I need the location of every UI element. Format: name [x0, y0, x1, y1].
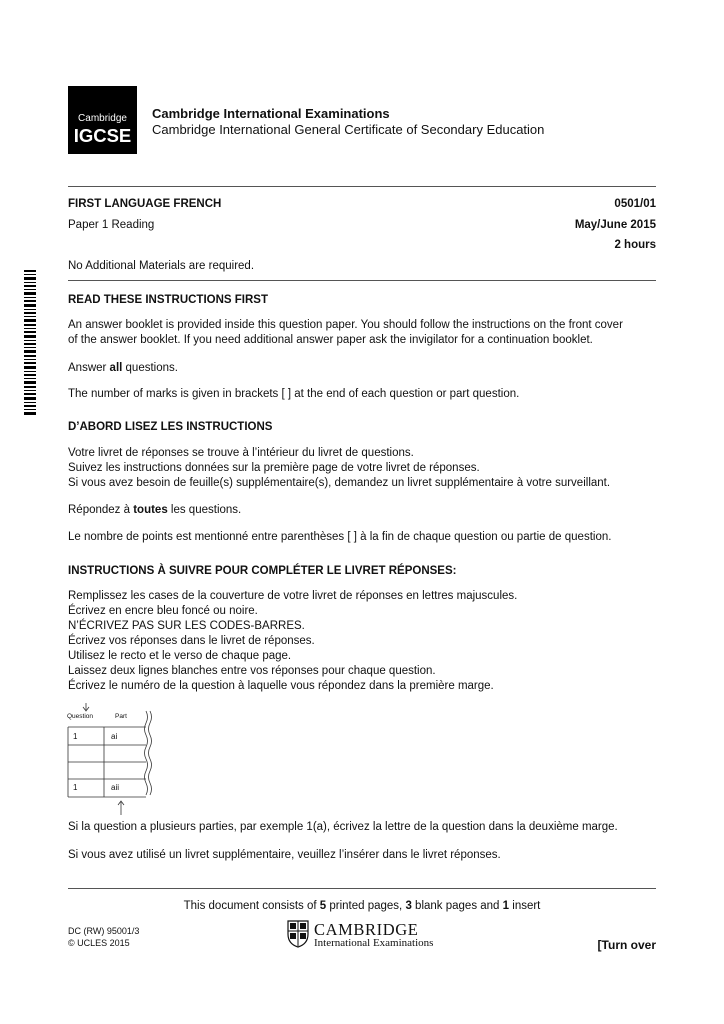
col-part-label: Part	[115, 713, 127, 720]
text-line: Si vous avez utilisé un livret supplémentaire, veuillez l’insérer dans le livret réponses.	[68, 849, 501, 861]
logo-line-2: IGCSE	[73, 125, 132, 146]
text-line: Suivez les instructions données sur la première page de votre livret de réponses.	[68, 462, 480, 474]
text-line: Écrivez le numéro de la question à laquelle vous répondez dans la première marge.	[68, 680, 494, 692]
divider	[68, 186, 656, 187]
instructions-en-p2	[68, 361, 668, 376]
instructions-booklet-title: INSTRUCTIONS À SUIVRE POUR COMPLÉTER LE LIVRET RÉPONSES:	[68, 565, 457, 577]
instructions-booklet-list	[68, 589, 668, 694]
syllabus-code: 0501/01	[614, 198, 656, 210]
row2-question: 1	[73, 783, 78, 792]
cambridge-wordmark: CAMBRIDGE	[314, 920, 419, 939]
text-line: Laissez deux lignes blanches entre vos réponses pour chaque question.	[68, 665, 436, 677]
materials-note: No Additional Materials are required.	[68, 260, 255, 272]
instructions-en-p1	[68, 318, 668, 348]
row1-question: 1	[73, 732, 78, 741]
text-line: An answer booklet is provided inside this question paper. You should follow the instructions on the front cover	[68, 319, 623, 331]
copyright: © UCLES 2015	[68, 938, 130, 948]
instructions-en-p3	[68, 387, 668, 402]
text-bold: all	[109, 362, 123, 374]
row1-part: ai	[111, 732, 118, 741]
instructions-fr-p3	[68, 530, 668, 545]
text-line: of the answer booklet. If you need additional answer paper ask the invigilator for a continuation booklet.	[68, 334, 593, 346]
qualification-name: Cambridge International General Certificate of Secondary Education	[152, 122, 545, 137]
instructions-fr-p2	[68, 503, 668, 518]
text-line: Le nombre de points est mentionné entre parenthèses [ ] à la fin de chaque question ou partie de question.	[68, 531, 612, 543]
document-reference: DC (RW) 95001/3	[68, 926, 140, 936]
instructions-fr-title: D’ABORD LISEZ LES INSTRUCTIONS	[68, 421, 273, 433]
printed-count: 5	[319, 900, 327, 912]
text-span: insert	[509, 900, 541, 912]
cambridge-subtitle: International Examinations	[314, 937, 434, 949]
subject-title: FIRST LANGUAGE FRENCH	[68, 198, 222, 210]
exam-duration: 2 hours	[614, 239, 656, 251]
insert-count: 1	[502, 900, 510, 912]
text-span: les questions.	[167, 504, 242, 516]
text-span: Répondez à	[68, 504, 134, 516]
blank-count: 3	[405, 900, 412, 912]
text-bold: toutes	[133, 504, 168, 516]
text-line: Écrivez vos réponses dans le livret de réponses.	[68, 635, 315, 647]
text-line: Votre livret de réponses se trouve à l’intérieur du livret de questions.	[68, 447, 414, 459]
turn-over-label: [Turn over	[597, 938, 656, 952]
page-count-note	[0, 899, 724, 914]
text-span: Answer	[68, 362, 110, 374]
extra-booklet-note	[68, 848, 668, 863]
col-question-label: Question	[67, 713, 94, 720]
text-line: Remplissez les cases de la couverture de votre livret de réponses en lettres majuscules.	[68, 590, 518, 602]
divider	[68, 888, 656, 889]
cambridge-shield-icon	[287, 920, 309, 948]
text-span: blank pages and	[411, 900, 503, 912]
text-line: Écrivez en encre bleu foncé ou noire.	[68, 605, 258, 617]
answer-margin-diagram	[66, 703, 156, 815]
text-span: questions.	[122, 362, 178, 374]
text-line: Utilisez le recto et le verso de chaque page.	[68, 650, 292, 662]
candidate-barcode	[24, 270, 36, 415]
text-span: This document consists of	[183, 900, 320, 912]
divider	[68, 280, 656, 281]
exam-session: May/June 2015	[574, 219, 656, 231]
text-span: printed pages,	[326, 900, 406, 912]
instructions-en-title: READ THESE INSTRUCTIONS FIRST	[68, 294, 268, 306]
instructions-fr-p1	[68, 446, 668, 491]
text-line: The number of marks is given in brackets [ ] at the end of each question or part question.	[68, 388, 520, 400]
org-name: Cambridge International Examinations	[152, 106, 390, 121]
row2-part: aii	[111, 783, 120, 792]
text-line: N’ÉCRIVEZ PAS SUR LES CODES-BARRES.	[68, 620, 305, 632]
cambridge-igcse-logo	[68, 86, 137, 154]
multi-part-note	[68, 820, 668, 835]
text-line: Si vous avez besoin de feuille(s) supplémentaire(s), demandez un livret supplémentaire à votre surveillant.	[68, 477, 611, 489]
text-line: Si la question a plusieurs parties, par exemple 1(a), écrivez la lettre de la question dans la deuxième marge.	[68, 821, 618, 833]
logo-line-1: Cambridge	[78, 113, 127, 124]
paper-name: Paper 1 Reading	[68, 219, 155, 231]
